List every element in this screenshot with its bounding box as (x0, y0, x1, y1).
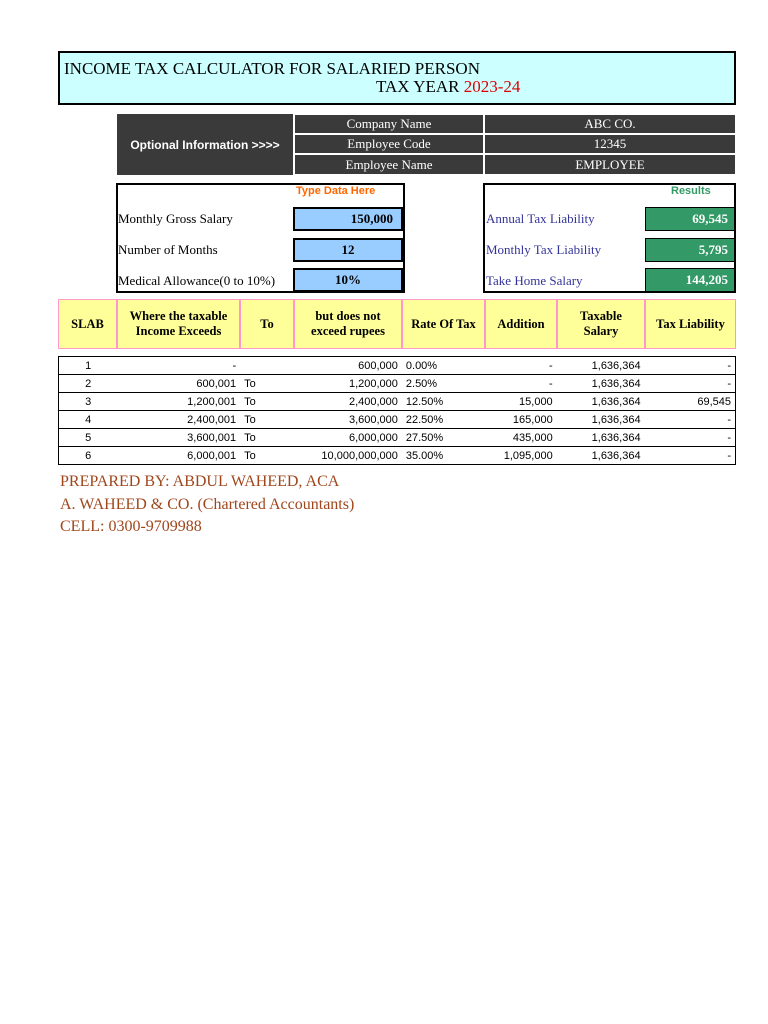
cell-taxable: 1,636,364 (557, 393, 645, 411)
company-name-label: Company Name (294, 114, 484, 134)
cell-taxable: 1,636,364 (557, 411, 645, 429)
cell-slab: 4 (59, 411, 118, 429)
cell-upto: 3,600,000 (294, 411, 402, 429)
cell-rate: 35.00% (402, 447, 485, 465)
cell-liability: - (645, 429, 736, 447)
cell-slab: 3 (59, 393, 118, 411)
tax-year-title (376, 77, 520, 97)
medical-allowance-input[interactable]: 10% (293, 268, 403, 292)
employee-code-label: Employee Code (294, 134, 484, 154)
header-to: To (240, 299, 294, 349)
cell-slab: 1 (59, 357, 118, 375)
cell-liability: - (645, 411, 736, 429)
table-row (59, 411, 736, 429)
cell-rate: 27.50% (402, 429, 485, 447)
slab-table (58, 356, 736, 465)
table-row (59, 393, 736, 411)
take-home-value: 144,205 (645, 268, 735, 292)
annual-tax-label: Annual Tax Liability (486, 211, 595, 226)
cell-liability: 69,545 (645, 393, 736, 411)
cell-upto: 2,400,000 (294, 393, 402, 411)
cell-slab: 6 (59, 447, 118, 465)
cell-slab: 2 (59, 375, 118, 393)
cell-to: To (240, 447, 294, 465)
cell-liability: - (645, 357, 736, 375)
cell-to: To (240, 411, 294, 429)
cell-addition: 165,000 (485, 411, 557, 429)
take-home-label: Take Home Salary (486, 273, 583, 288)
cell-addition: 435,000 (485, 429, 557, 447)
header-addition: Addition (485, 299, 557, 349)
cell-upto: 10,000,000,000 (294, 447, 402, 465)
monthly-gross-input[interactable]: 150,000 (293, 207, 403, 231)
cell-addition: 15,000 (485, 393, 557, 411)
monthly-tax-label: Monthly Tax Liability (486, 242, 602, 257)
cell-from: 1,200,001 (117, 393, 240, 411)
type-data-hint: Type Data Here (296, 185, 376, 197)
header-not-exceed: but does not exceed rupees (294, 299, 402, 349)
cell-addition: - (485, 375, 557, 393)
annual-tax-value: 69,545 (645, 207, 735, 231)
cell-slab: 5 (59, 429, 118, 447)
months-input[interactable]: 12 (293, 238, 403, 262)
cell-addition: 1,095,000 (485, 447, 557, 465)
header-taxable: Taxable Salary (557, 299, 645, 349)
optional-info-label: Optional Information >>>> (117, 114, 293, 175)
table-row (59, 429, 736, 447)
cell-upto: 6,000,000 (294, 429, 402, 447)
results-heading: Results (671, 185, 711, 197)
monthly-tax-value: 5,795 (645, 238, 735, 262)
table-row (59, 357, 736, 375)
table-row (59, 447, 736, 465)
cell-to (240, 357, 294, 375)
title-banner (58, 51, 736, 105)
cell-rate: 12.50% (402, 393, 485, 411)
cell-number: CELL: 0300-9709988 (60, 518, 202, 535)
cell-from: 600,001 (117, 375, 240, 393)
employee-name-label: Employee Name (294, 154, 484, 175)
cell-taxable: 1,636,364 (557, 429, 645, 447)
cell-from: 6,000,001 (117, 447, 240, 465)
cell-to: To (240, 393, 294, 411)
cell-from: 2,400,001 (117, 411, 240, 429)
cell-upto: 600,000 (294, 357, 402, 375)
monthly-gross-label: Monthly Gross Salary (118, 211, 233, 226)
firm-name: A. WAHEED & CO. (Chartered Accountants) (60, 496, 355, 513)
cell-taxable: 1,636,364 (557, 375, 645, 393)
cell-taxable: 1,636,364 (557, 447, 645, 465)
tax-year-value: 2023-24 (463, 77, 521, 96)
header-rate: Rate Of Tax (402, 299, 485, 349)
cell-addition: - (485, 357, 557, 375)
tax-year-prefix: TAX YEAR (376, 77, 464, 96)
cell-liability: - (645, 447, 736, 465)
page-title: INCOME TAX CALCULATOR FOR SALARIED PERSON (64, 59, 480, 78)
employee-name-value[interactable]: EMPLOYEE (484, 154, 736, 175)
medical-allowance-label: Medical Allowance(0 to 10%) (118, 273, 276, 288)
cell-taxable: 1,636,364 (557, 357, 645, 375)
header-slab: SLAB (58, 299, 117, 349)
company-name-value[interactable]: ABC CO. (484, 114, 736, 134)
cell-from: - (117, 357, 240, 375)
cell-rate: 2.50% (402, 375, 485, 393)
cell-from: 3,600,001 (117, 429, 240, 447)
cell-to: To (240, 375, 294, 393)
cell-upto: 1,200,000 (294, 375, 402, 393)
prepared-by: PREPARED BY: ABDUL WAHEED, ACA (60, 473, 340, 490)
header-exceeds: Where the taxable Income Exceeds (117, 299, 240, 349)
months-label: Number of Months (118, 242, 218, 257)
cell-to: To (240, 429, 294, 447)
cell-rate: 22.50% (402, 411, 485, 429)
header-liability: Tax Liability (645, 299, 736, 349)
cell-rate: 0.00% (402, 357, 485, 375)
employee-code-value[interactable]: 12345 (484, 134, 736, 154)
cell-liability: - (645, 375, 736, 393)
table-row (59, 375, 736, 393)
